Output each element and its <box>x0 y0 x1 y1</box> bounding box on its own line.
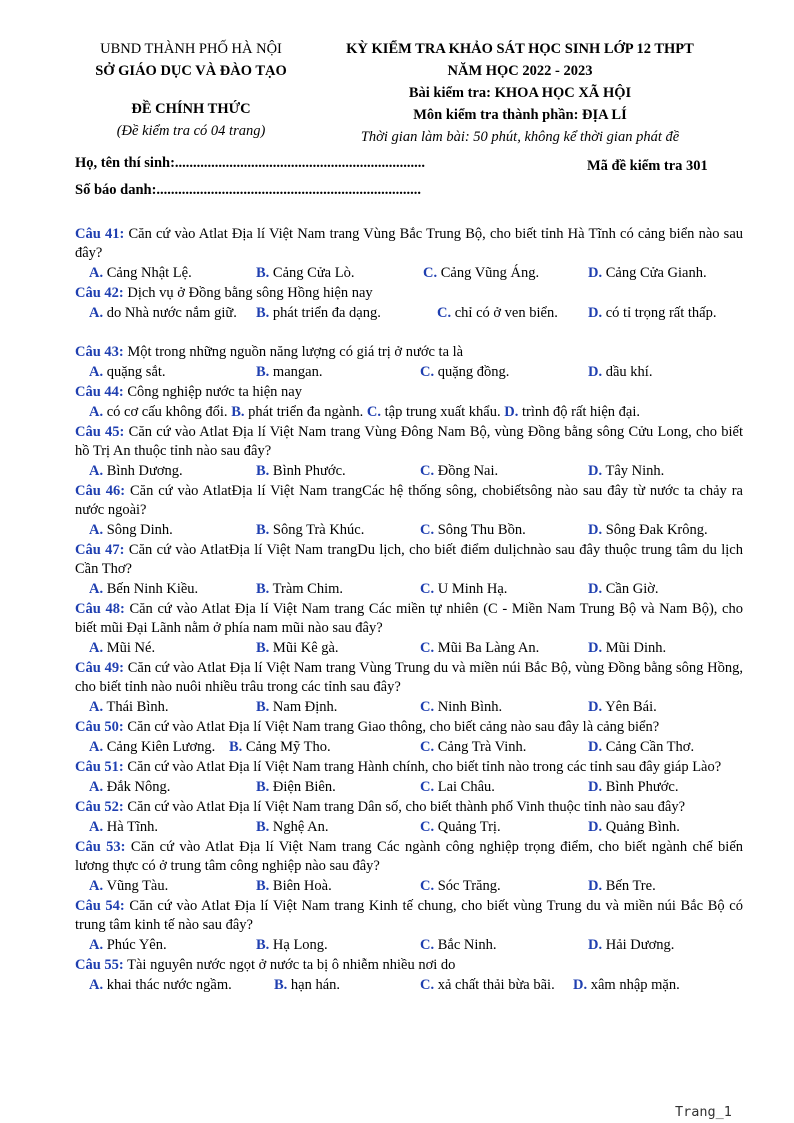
option-text: chỉ có ở ven biển. <box>454 305 558 321</box>
answer-options <box>75 777 743 798</box>
option-text: Cảng Cửa Lò. <box>272 265 355 281</box>
answer-option[interactable] <box>588 521 708 540</box>
answer-option[interactable] <box>420 976 555 995</box>
answer-option[interactable] <box>89 698 169 717</box>
option-letter: D. <box>588 699 603 715</box>
option-text: Đồng Nai. <box>437 463 499 479</box>
option-letter: C. <box>420 779 435 795</box>
option-letter: A. <box>89 739 104 755</box>
option-letter: D. <box>588 463 603 479</box>
answer-option[interactable] <box>256 639 339 658</box>
option-letter: B. <box>256 819 270 835</box>
option-letter: D. <box>588 779 603 795</box>
answer-option[interactable] <box>420 521 526 540</box>
question-53 <box>75 838 743 876</box>
option-letter: C. <box>420 977 435 993</box>
answer-option[interactable] <box>504 404 640 420</box>
option-letter: A. <box>89 878 104 894</box>
option-text: do Nhà nước nắm giữ. <box>106 305 237 321</box>
answer-option[interactable] <box>588 264 707 283</box>
option-letter: C. <box>420 463 435 479</box>
question-label: Câu 41: <box>75 226 125 242</box>
answer-options <box>75 402 743 423</box>
answer-option[interactable] <box>588 580 659 599</box>
answer-option[interactable] <box>256 304 381 323</box>
answer-option[interactable] <box>420 818 501 837</box>
answer-option[interactable] <box>89 818 158 837</box>
option-text: mangan. <box>272 364 323 380</box>
option-text: Sóc Trăng. <box>437 878 501 894</box>
question-50 <box>75 718 743 737</box>
question-49 <box>75 659 743 697</box>
option-text: phát triển đa ngành. <box>248 404 364 420</box>
option-text: Nam Định. <box>272 699 338 715</box>
answer-option[interactable] <box>588 877 656 896</box>
option-text: Tây Ninh. <box>605 463 665 479</box>
answer-options <box>75 362 743 383</box>
option-letter: D. <box>588 364 603 380</box>
question-label: Câu 51: <box>75 759 124 775</box>
option-text: Bắc Ninh. <box>437 937 497 953</box>
option-letter: C. <box>420 699 435 715</box>
page-count-note: (Đề kiểm tra có 04 trang) <box>116 123 266 139</box>
option-letter: A. <box>89 977 104 993</box>
option-letter: A. <box>89 640 104 656</box>
question-41 <box>75 225 743 263</box>
option-text: Yên Bái. <box>605 699 657 715</box>
option-text: Lai Châu. <box>437 779 495 795</box>
answer-option[interactable] <box>573 976 680 995</box>
option-text: xâm nhập mặn. <box>590 977 680 993</box>
option-text: Đắk Nông. <box>106 779 171 795</box>
option-letter: A. <box>89 699 104 715</box>
answer-option[interactable] <box>89 976 232 995</box>
answer-option[interactable] <box>588 363 652 382</box>
exam-code: Mã đề kiểm tra 301 <box>587 158 708 174</box>
option-letter: A. <box>89 779 104 795</box>
option-text: Quảng Bình. <box>605 819 680 835</box>
option-letter: B. <box>256 640 270 656</box>
question-47 <box>75 541 743 579</box>
question-label: Câu 43: <box>75 344 124 360</box>
option-text: Sông Thu Bồn. <box>437 522 526 538</box>
question-label: Câu 49: <box>75 660 124 676</box>
question-text: Căn cứ vào Atlat Địa lí Việt Nam trang Các ngành công nghiệp trọng điểm, cho biết ngành chế biến lương thực có ở trung tâm công nghiệp nào sau đây? <box>75 839 744 874</box>
option-text: Hà Tĩnh. <box>106 819 159 835</box>
answer-option[interactable] <box>89 639 155 658</box>
option-text: Cảng Vũng Áng. <box>440 265 540 281</box>
question-text: Dịch vụ ở Đồng bằng sông Hồng hiện nay <box>127 285 373 301</box>
option-letter: B. <box>256 699 270 715</box>
option-letter: C. <box>420 937 435 953</box>
option-letter: C. <box>437 305 452 321</box>
question-label: Câu 48: <box>75 601 125 617</box>
option-letter: D. <box>588 640 603 656</box>
option-letter: C. <box>420 522 435 538</box>
answer-options <box>75 737 743 758</box>
option-letter: B. <box>274 977 288 993</box>
option-text: Bến Ninh Kiều. <box>106 581 199 597</box>
question-45 <box>75 423 743 461</box>
question-text: Căn cứ vào Atlat Địa lí Việt Nam trang Các miền tự nhiên (C - Miền Nam Trung Bộ và Nam Bộ), cho biết mũi Đại Lãnh nằm ở phía nam mũi nào sau đây? <box>75 601 743 636</box>
answer-option[interactable] <box>274 976 340 995</box>
option-text: Bình Phước. <box>272 463 346 479</box>
candidate-number-field: Số báo danh:......................................................................... <box>75 182 422 198</box>
answer-option[interactable] <box>420 363 509 382</box>
option-text: dầu khí. <box>605 364 653 380</box>
option-letter: D. <box>588 937 603 953</box>
option-text: Biên Hoà. <box>272 878 332 894</box>
option-letter: B. <box>256 878 270 894</box>
question-text: Căn cứ vào Atlat Địa lí Việt Nam trang Vùng Trung du và miền núi Bắc Bộ, vùng Đồng bằng sông Hồng, cho biết tỉnh nào nuôi nhiều trâu trong các tỉnh sau đây? <box>75 660 744 695</box>
question-text: Một trong những nguồn năng lượng có giá trị ở nước ta là <box>127 344 464 360</box>
answer-option[interactable] <box>256 818 329 837</box>
answer-option[interactable] <box>256 521 364 540</box>
question-text: Tài nguyên nước ngọt ở nước ta bị ô nhiễm nhiều nơi do <box>127 957 456 973</box>
option-text: Mũi Dinh. <box>605 640 667 656</box>
question-label: Câu 52: <box>75 799 124 815</box>
answer-option[interactable] <box>420 580 507 599</box>
option-text: Mũi Né. <box>106 640 156 656</box>
question-text: Căn cứ vào Atlat Địa lí Việt Nam trang Vùng Đông Nam Bộ, vùng Đồng bằng sông Cửu Long, cho biết hồ Trị An thuộc tỉnh nào sau đây? <box>75 424 744 459</box>
option-letter: A. <box>89 522 104 538</box>
option-letter: B. <box>231 404 245 420</box>
option-text: Cảng Trà Vinh. <box>437 739 527 755</box>
answer-option[interactable] <box>89 936 167 955</box>
option-letter: A. <box>89 305 104 321</box>
answer-option[interactable] <box>420 738 526 757</box>
option-letter: B. <box>256 265 270 281</box>
option-letter: A. <box>89 937 104 953</box>
candidate-name-field: Họ, tên thí sinh:..................................................................... <box>75 155 426 171</box>
option-letter: D. <box>504 404 519 420</box>
option-letter: D. <box>588 265 603 281</box>
question-55 <box>75 956 743 975</box>
option-text: Cảng Kiên Lương. <box>106 739 216 755</box>
candidate-fields <box>75 150 425 204</box>
answer-option[interactable] <box>588 818 680 837</box>
answer-option[interactable] <box>588 462 664 481</box>
option-letter: A. <box>89 463 104 479</box>
option-letter: A. <box>89 819 104 835</box>
question-label: Câu 53: <box>75 839 126 855</box>
option-text: Bình Dương. <box>106 463 183 479</box>
question-text: Căn cứ vào Atlat Địa lí Việt Nam trang Kinh tế chung, cho biết vùng Trung du và miền núi Bắc Bộ có trung tâm kinh tế nào sau đây? <box>75 898 743 933</box>
question-44 <box>75 383 743 402</box>
answer-option[interactable] <box>437 304 567 323</box>
question-text: Căn cứ vào AtlatĐịa lí Việt Nam trangCác hệ thống sông, chobiếtsông nào sau đây từ nước ta chảy ra nước ngoài? <box>75 483 743 518</box>
option-text: Cảng Nhật Lệ. <box>106 265 192 281</box>
question-label: Câu 54: <box>75 898 125 914</box>
option-text: Phúc Yên. <box>106 937 167 953</box>
answer-option[interactable] <box>256 698 337 717</box>
question-label: Câu 46: <box>75 483 126 499</box>
answer-options <box>75 876 743 897</box>
option-letter: A. <box>89 404 104 420</box>
answer-option[interactable] <box>256 264 354 283</box>
answer-option[interactable] <box>588 738 694 757</box>
option-letter: B. <box>256 779 270 795</box>
option-text: Mũi Kê gà. <box>272 640 339 656</box>
answer-option[interactable] <box>420 698 502 717</box>
answer-option[interactable] <box>588 304 718 323</box>
answer-option[interactable] <box>89 363 166 382</box>
option-letter: C. <box>423 265 438 281</box>
question-54 <box>75 897 743 935</box>
option-letter: D. <box>588 522 603 538</box>
answer-options <box>75 817 743 838</box>
answer-option[interactable] <box>89 304 237 323</box>
question-text: Căn cứ vào Atlat Địa lí Việt Nam trang Dân số, cho biết thành phố Vinh thuộc tỉnh nào sau đây? <box>127 799 686 815</box>
question-text: Căn cứ vào Atlat Địa lí Việt Nam trang Hành chính, cho biết tỉnh nào trong các tỉnh sau đây giáp Lào? <box>127 759 722 775</box>
option-letter: D. <box>588 878 603 894</box>
option-letter: A. <box>89 265 104 281</box>
option-letter: B. <box>256 463 270 479</box>
answer-option[interactable] <box>256 580 343 599</box>
answer-options <box>75 520 743 541</box>
answer-options <box>75 263 743 284</box>
question-43 <box>75 343 743 362</box>
option-text: Sông Dinh. <box>106 522 173 538</box>
answer-option[interactable] <box>89 264 192 283</box>
answer-option[interactable] <box>89 580 198 599</box>
option-text: Tràm Chim. <box>272 581 344 597</box>
option-letter: C. <box>420 878 435 894</box>
question-text: Căn cứ vào Atlat Địa lí Việt Nam trang Vùng Bắc Trung Bộ, cho biết tỉnh Hà Tĩnh có cảng biển nào sau đây? <box>75 226 743 261</box>
option-letter: D. <box>588 581 603 597</box>
option-letter: D. <box>573 977 588 993</box>
option-text: Sông Trà Khúc. <box>272 522 365 538</box>
answer-option[interactable] <box>256 778 336 797</box>
question-label: Câu 50: <box>75 719 124 735</box>
question-52 <box>75 798 743 817</box>
option-letter: D. <box>588 819 603 835</box>
option-letter: D. <box>588 305 603 321</box>
question-text: Căn cứ vào Atlat Địa lí Việt Nam trang Giao thông, cho biết cảng nào sau đây là cảng biển? <box>127 719 660 735</box>
department-name: SỞ GIÁO DỤC VÀ ĐÀO TẠO <box>95 63 287 79</box>
answer-option[interactable] <box>420 936 497 955</box>
option-text: Hải Dương. <box>605 937 675 953</box>
answer-option[interactable] <box>256 363 322 382</box>
answer-option[interactable] <box>588 778 678 797</box>
answer-options <box>75 638 743 659</box>
exam-title: KỲ KIỂM TRA KHẢO SÁT HỌC SINH LỚP 12 THPT <box>346 41 694 57</box>
subject-name: Môn kiểm tra thành phần: ĐỊA LÍ <box>413 107 627 123</box>
question-42 <box>75 284 743 303</box>
official-label: ĐỀ CHÍNH THỨC <box>131 101 251 117</box>
question-label: Câu 55: <box>75 957 124 973</box>
option-text: quặng đồng. <box>437 364 510 380</box>
answer-option[interactable] <box>588 698 657 717</box>
answer-option[interactable] <box>588 936 674 955</box>
answer-options <box>75 579 743 600</box>
option-letter: C. <box>420 739 435 755</box>
option-text: khai thác nước ngầm. <box>106 977 232 993</box>
option-letter: C. <box>420 819 435 835</box>
option-letter: C. <box>420 364 435 380</box>
option-letter: D. <box>588 739 603 755</box>
option-letter: B. <box>256 522 270 538</box>
option-letter: C. <box>420 640 435 656</box>
option-text: Nghệ An. <box>272 819 329 835</box>
answer-option[interactable] <box>89 738 215 757</box>
answer-option[interactable] <box>588 639 666 658</box>
option-text: Ninh Bình. <box>437 699 503 715</box>
option-text: Điện Biên. <box>272 779 336 795</box>
answer-options <box>75 461 743 482</box>
answer-option[interactable] <box>89 521 173 540</box>
answer-options <box>75 935 743 956</box>
option-letter: B. <box>256 305 270 321</box>
option-text: hạn hán. <box>290 977 341 993</box>
answer-option[interactable] <box>420 778 495 797</box>
option-text: Mũi Ba Làng An. <box>437 640 540 656</box>
option-text: có cơ cấu không đổi. <box>106 404 228 420</box>
answer-option[interactable] <box>89 778 170 797</box>
option-text: Hạ Long. <box>272 937 328 953</box>
option-text: Cần Giờ. <box>605 581 659 597</box>
question-46 <box>75 482 743 520</box>
answer-option[interactable] <box>231 404 363 420</box>
question-label: Câu 45: <box>75 424 125 440</box>
option-text: Bến Tre. <box>605 878 656 894</box>
option-text: U Minh Hạ. <box>437 581 508 597</box>
answer-option[interactable] <box>420 639 539 658</box>
option-letter: A. <box>89 581 104 597</box>
question-text: Công nghiệp nước ta hiện nay <box>127 384 302 400</box>
header-right <box>322 38 718 148</box>
school-year: NĂM HỌC 2022 - 2023 <box>447 63 593 79</box>
answer-options <box>75 303 743 343</box>
option-text: Thái Bình. <box>106 699 169 715</box>
answer-option[interactable] <box>256 462 346 481</box>
answer-option[interactable] <box>367 404 501 420</box>
option-text: Quảng Trị. <box>437 819 501 835</box>
option-text: quặng sắt. <box>106 364 166 380</box>
option-text: Cảng Mỹ Tho. <box>245 739 331 755</box>
header-left <box>75 38 307 142</box>
option-text: Bình Phước. <box>605 779 679 795</box>
option-letter: B. <box>256 937 270 953</box>
question-51 <box>75 758 743 777</box>
answer-options <box>75 975 743 996</box>
answer-option[interactable] <box>420 877 501 896</box>
option-letter: B. <box>229 739 243 755</box>
question-label: Câu 42: <box>75 285 124 301</box>
option-letter: C. <box>366 404 382 420</box>
option-text: xả chất thải bừa bãi. <box>437 977 555 993</box>
question-48 <box>75 600 743 638</box>
org-name: UBND THÀNH PHỐ HÀ NỘI <box>100 41 282 57</box>
option-letter: B. <box>256 581 270 597</box>
time-note: Thời gian làm bài: 50 phút, không kể thời gian phát đề <box>360 129 680 145</box>
option-letter: B. <box>256 364 270 380</box>
option-text: Cảng Cần Thơ. <box>605 739 695 755</box>
test-name: Bài kiểm tra: KHOA HỌC XÃ HỘI <box>408 85 632 101</box>
answer-option[interactable] <box>420 462 498 481</box>
option-text: Vũng Tàu. <box>106 878 169 894</box>
option-text: trình độ rất hiện đại. <box>521 404 640 420</box>
question-label: Câu 47: <box>75 542 125 558</box>
option-text: tập trung xuất khẩu. <box>384 404 501 420</box>
option-text: Sông Đak Krông. <box>605 522 708 538</box>
answer-option[interactable] <box>89 404 228 420</box>
answer-option[interactable] <box>256 936 328 955</box>
answer-option[interactable] <box>423 264 539 283</box>
option-text: Cảng Cửa Gianh. <box>605 265 707 281</box>
question-list <box>75 225 743 996</box>
question-label: Câu 44: <box>75 384 124 400</box>
answer-option[interactable] <box>89 462 183 481</box>
option-text: phát triển đa dạng. <box>272 305 381 321</box>
answer-option[interactable] <box>89 877 168 896</box>
page-footer: Trang_1 <box>675 1104 732 1120</box>
answer-option[interactable] <box>256 877 332 896</box>
option-letter: C. <box>420 581 435 597</box>
answer-option[interactable] <box>229 738 331 757</box>
question-text: Căn cứ vào AtlatĐịa lí Việt Nam trangDu lịch, cho biết điểm dulịchnào sau đây thuộc trung tâm du lịch Cần Thơ? <box>75 542 743 577</box>
option-text: có tỉ trọng rất thấp. <box>605 305 717 321</box>
answer-options <box>75 697 743 718</box>
option-letter: A. <box>89 364 104 380</box>
